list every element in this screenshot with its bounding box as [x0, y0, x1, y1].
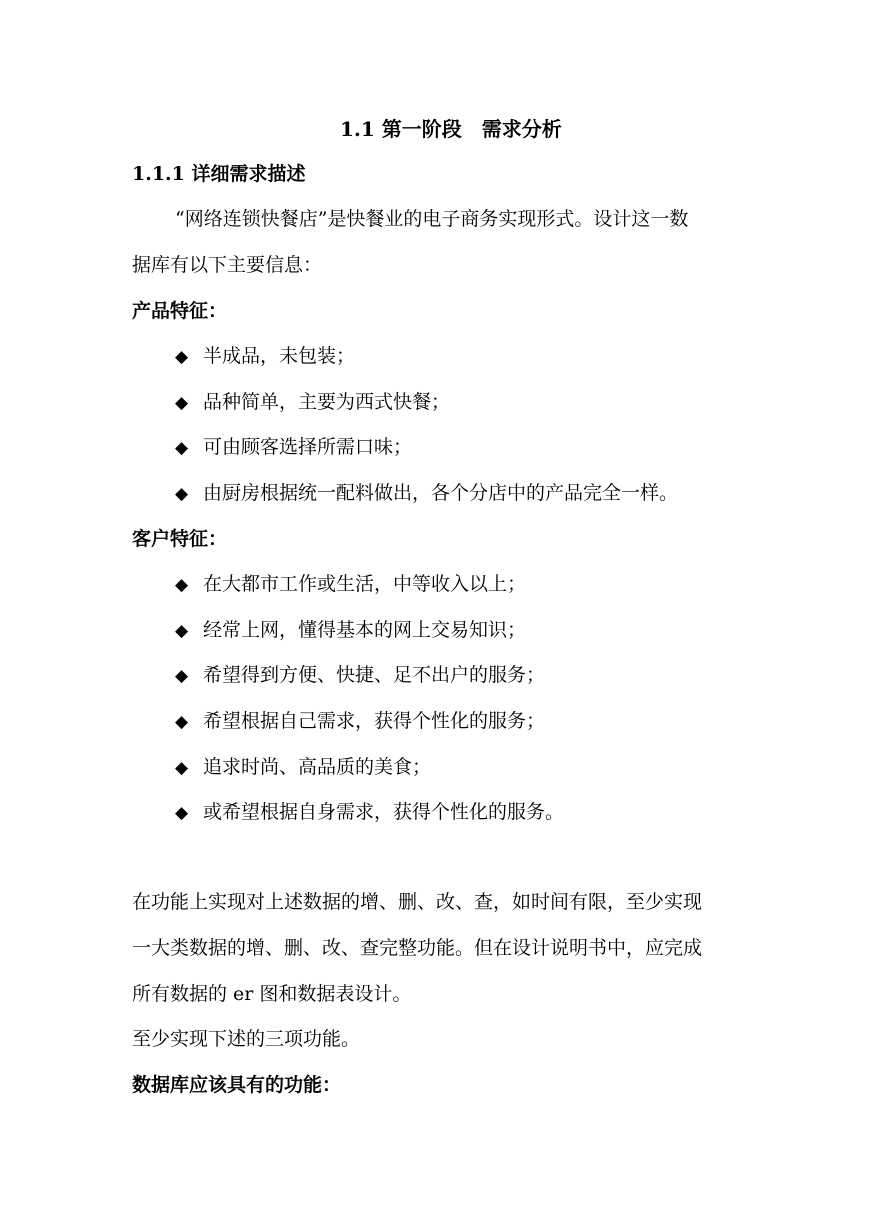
function-paragraph-line-1: 在功能上实现对上述数据的增、删、改、查，如时间有限，至少实现	[132, 891, 703, 913]
customer-feature-text: 希望根据自己需求，获得个性化的服务；	[203, 710, 546, 732]
product-feature-item	[175, 390, 450, 415]
subsection-heading: 1.1.1 详细需求描述	[132, 163, 306, 185]
product-feature-item	[175, 344, 355, 369]
diamond-bullet-icon: ◆	[175, 484, 189, 504]
customer-feature-item	[175, 663, 545, 688]
customer-feature-item	[175, 800, 564, 825]
diamond-bullet-icon: ◆	[175, 347, 189, 367]
product-feature-text: 半成品，未包装；	[203, 345, 356, 367]
diamond-bullet-icon: ◆	[175, 438, 189, 458]
product-feature-item	[175, 481, 678, 506]
database-functions-heading: 数据库应该具有的功能：	[132, 1074, 342, 1096]
customer-feature-text: 或希望根据自身需求，获得个性化的服务。	[203, 801, 565, 823]
customer-feature-item	[175, 709, 545, 734]
section-title: 1.1 第一阶段 需求分析	[340, 117, 562, 141]
customer-feature-text: 经常上网，懂得基本的网上交易知识；	[203, 619, 527, 641]
product-feature-text: 品种简单，主要为西式快餐；	[203, 391, 451, 413]
intro-paragraph-line-2: 据库有以下主要信息：	[132, 254, 323, 276]
product-feature-text: 由厨房根据统一配料做出，各个分店中的产品完全一样。	[203, 482, 679, 504]
function-paragraph-line-2: 一大类数据的增、删、改、查完整功能。但在设计说明书中，应完成	[132, 937, 703, 959]
customer-feature-item	[175, 618, 526, 643]
customer-feature-item	[175, 572, 526, 597]
customer-feature-text: 追求时尚、高品质的美食；	[203, 756, 432, 778]
diamond-bullet-icon: ◆	[175, 803, 189, 823]
minimum-requirement-line: 至少实现下述的三项功能。	[132, 1028, 361, 1050]
function-paragraph-line-3: 所有数据的 er 图和数据表设计。	[132, 983, 412, 1005]
customer-features-heading: 客户特征：	[132, 528, 228, 550]
diamond-bullet-icon: ◆	[175, 758, 189, 778]
diamond-bullet-icon: ◆	[175, 575, 189, 595]
product-feature-item	[175, 435, 412, 460]
diamond-bullet-icon: ◆	[175, 666, 189, 686]
product-features-heading: 产品特征：	[132, 300, 228, 322]
diamond-bullet-icon: ◆	[175, 712, 189, 732]
customer-feature-text: 在大都市工作或生活，中等收入以上；	[203, 573, 527, 595]
customer-feature-text: 希望得到方便、快捷、足不出户的服务；	[203, 664, 546, 686]
intro-paragraph-line-1: “网络连锁快餐店”是快餐业的电子商务实现形式。设计这一数	[175, 208, 689, 230]
customer-feature-item	[175, 755, 431, 780]
diamond-bullet-icon: ◆	[175, 393, 189, 413]
product-feature-text: 可由顾客选择所需口味；	[203, 436, 413, 458]
diamond-bullet-icon: ◆	[175, 621, 189, 641]
